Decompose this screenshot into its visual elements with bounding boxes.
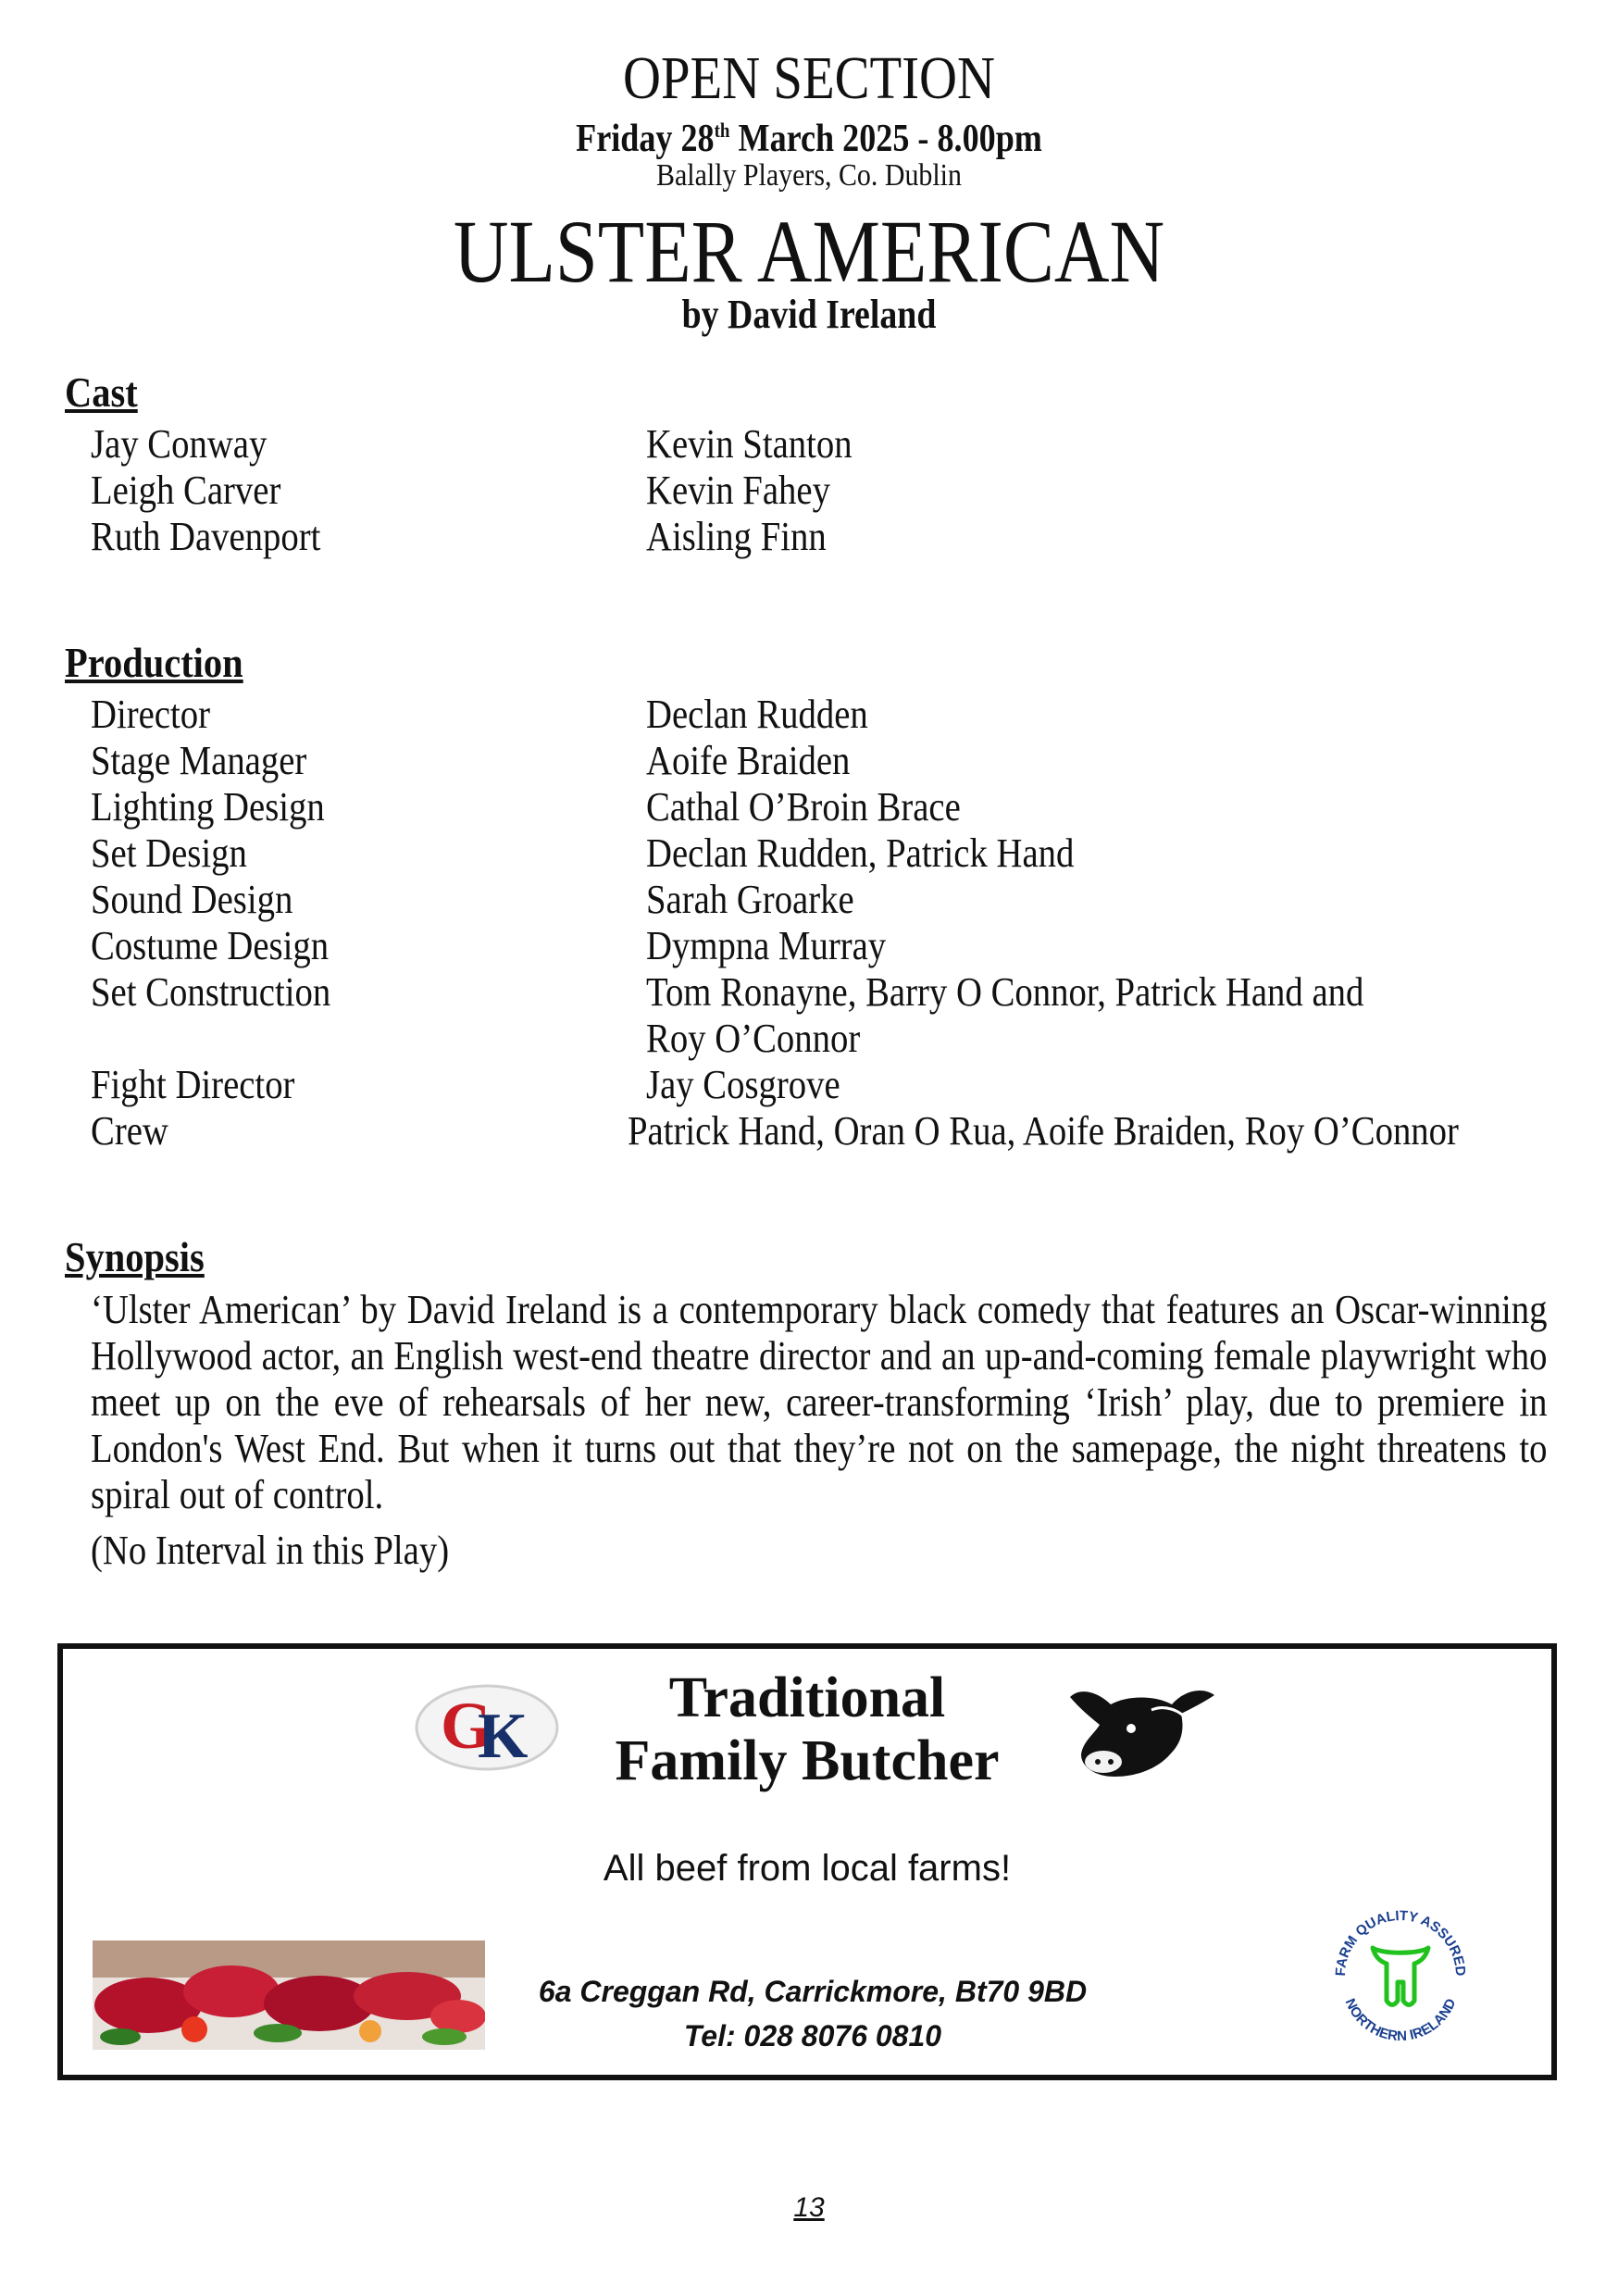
production-list: [91, 692, 1572, 1154]
cast-list: [91, 421, 1572, 560]
production-person: Jay Cosgrove: [646, 1062, 840, 1107]
production-row: [91, 1108, 1572, 1154]
logo-letter-k: K: [478, 1701, 529, 1772]
cast-row: [91, 514, 1572, 560]
date-suffix: th: [714, 119, 730, 142]
production-person: Patrick Hand, Oran O Rua, Aoife Braiden, Roy O’Connor: [627, 1108, 1459, 1154]
advert-title-line2: Family Butcher: [615, 1729, 1000, 1792]
badge-top-text: FARM QUALITY ASSURED: [1332, 1907, 1469, 1977]
date-time: March 2025 - 8.00pm: [729, 118, 1042, 160]
cast-role: Jay Conway: [91, 421, 268, 467]
cast-heading: Cast: [65, 368, 138, 416]
production-role: Set Construction: [91, 969, 331, 1015]
butcher-advert: [57, 1643, 1557, 2080]
production-role: Sound Design: [91, 877, 293, 922]
cast-row: [91, 421, 1572, 468]
farm-quality-assured-badge: [1322, 1897, 1479, 2054]
bull-head-icon: [1063, 1677, 1220, 1783]
production-role: Costume Design: [91, 923, 330, 968]
company-venue: Balally Players, Co. Dublin: [656, 158, 962, 193]
production-person: Dympna Murray: [646, 923, 887, 968]
cast-row: [91, 468, 1572, 514]
production-role: Director: [91, 692, 211, 737]
synopsis-heading: Synopsis: [65, 1233, 205, 1280]
page-number: 13: [793, 2192, 825, 2223]
production-row: [91, 923, 1572, 969]
synopsis-text-block: [91, 1287, 1548, 1518]
play-author: by David Ireland: [681, 292, 937, 337]
production-person: Tom Ronayne, Barry O Connor, Patrick Hand and: [646, 969, 1364, 1015]
production-role: Stage Manager: [91, 738, 307, 783]
production-person: Declan Rudden: [646, 692, 868, 737]
production-row: [91, 738, 1572, 784]
production-row: [91, 692, 1572, 738]
production-person: Roy O’Connor: [646, 1016, 861, 1061]
cast-role: Leigh Carver: [91, 468, 281, 513]
cast-role: Ruth Davenport: [91, 514, 321, 559]
cast-actor: Kevin Stanton: [646, 421, 853, 467]
production-role: Crew: [91, 1108, 168, 1154]
production-heading: Production: [65, 639, 243, 686]
section-title: OPEN SECTION: [622, 44, 996, 112]
production-row: [91, 969, 1572, 1016]
production-row: [91, 830, 1572, 877]
production-role: Lighting Design: [91, 784, 325, 830]
advert-tagline: All beef from local farms!: [603, 1848, 1012, 1889]
badge-bottom-text: NORTHERN IRELAND: [1341, 1996, 1460, 2045]
production-row: [91, 1016, 1572, 1062]
cast-actor: Aisling Finn: [646, 514, 827, 559]
play-title: ULSTER AMERICAN: [453, 202, 1165, 301]
interval-note: (No Interval in this Play): [91, 1528, 450, 1573]
advert-address: 6a Creggan Rd, Carrickmore, Bt70 9BD: [538, 1975, 1088, 2008]
advert-title-line1: Traditional: [668, 1666, 946, 1729]
production-person: Aoife Braiden: [646, 738, 851, 783]
logo-letter-g: G: [441, 1689, 493, 1763]
cast-actor: Kevin Fahey: [646, 468, 830, 513]
production-person: Cathal O’Broin Brace: [646, 784, 961, 830]
production-row: [91, 784, 1572, 830]
production-person: Declan Rudden, Patrick Hand: [646, 830, 1075, 876]
synopsis-text: ‘Ulster American’ by David Ireland is a contemporary black comedy that features an Oscar-winning Hollywood actor, an English west-end theatre director and an up-and-coming female playwright who meet up on the eve of rehearsals of her new, career-transforming ‘Irish’ play, due to premiere in London's West End. But when it turns out that they’re not on the samepage, the night threatens to spiral out of control.: [91, 1287, 1548, 1517]
production-role: Set Design: [91, 830, 247, 876]
date-day: Friday 28: [576, 118, 715, 160]
production-role-blank: [91, 1016, 579, 1062]
production-row: [91, 1062, 1572, 1108]
advert-phone: Tel: 028 8076 0810: [683, 2019, 942, 2053]
production-row: [91, 877, 1572, 923]
production-person: Sarah Groarke: [646, 877, 854, 922]
production-role: Fight Director: [91, 1062, 295, 1107]
performance-date: [113, 107, 1504, 162]
